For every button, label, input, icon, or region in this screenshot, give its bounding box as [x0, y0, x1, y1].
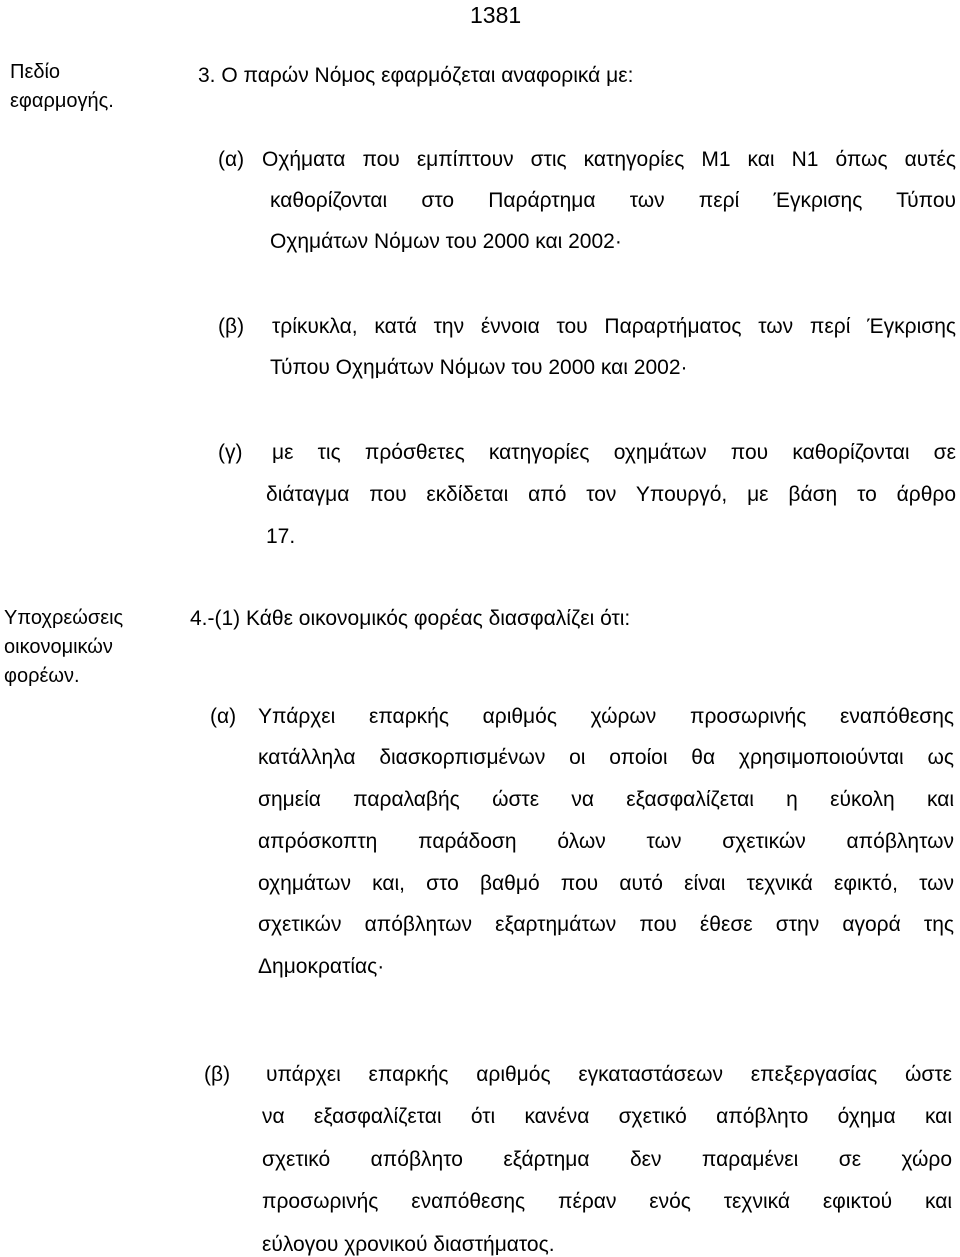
item-3a-line: καθορίζονται στο Παράρτημα των περί Έγκρισης Τύπου	[270, 189, 956, 212]
item-4b-line: εύλογου χρονικού διαστήματος.	[262, 1233, 555, 1256]
margin-note-line: Πεδίο	[10, 61, 61, 83]
item-4b-line: σχετικό απόβλητο εξάρτημα δεν παραμένει σε χώρο	[262, 1148, 952, 1171]
item-4a-line: οχημάτων και, στο βαθμό που αυτό είναι τεχνικά εφικτό, των	[258, 872, 954, 895]
item-4b-line: προσωρινής εναπόθεσης πέραν ενός τεχνικά εφικτού και	[262, 1190, 952, 1213]
item-3c-line: με τις πρόσθετες κατηγορίες οχημάτων που καθορίζονται σε	[272, 441, 956, 464]
item-label-4a: (α)	[210, 705, 237, 728]
item-3c-line: διάταγμα που εκδίδεται από τον Υπουργό, με βάση το άρθρο	[266, 483, 956, 506]
item-3b-line: τρίκυκλα, κατά την έννοια του Παραρτήματος των περί Έγκρισης	[272, 315, 956, 338]
item-label-4b: (β)	[204, 1063, 231, 1086]
section-4-heading: 4.-(1) Κάθε οικονομικός φορέας διασφαλίζει ότι:	[190, 607, 631, 630]
margin-note-line: εφαρμογής.	[10, 90, 114, 112]
item-4b-line: να εξασφαλίζεται ότι κανένα σχετικό απόβλητο όχημα και	[262, 1105, 952, 1128]
item-3b-line: Τύπου Οχημάτων Νόμων του 2000 και 2002·	[270, 356, 688, 379]
item-4b-line: υπάρχει επαρκής αριθμός εγκαταστάσεων επεξεργασίας ώστε	[266, 1063, 952, 1086]
item-3a-line: Οχημάτων Νόμων του 2000 και 2002·	[270, 230, 622, 253]
margin-note-obligations	[4, 604, 123, 691]
margin-note-line: οικονομικών	[4, 636, 113, 658]
item-3c-line: 17.	[266, 525, 296, 548]
item-4a-line: σχετικών απόβλητων εξαρτημάτων που έθεσε στην αγορά της	[258, 913, 954, 936]
margin-note-line: φορέων.	[4, 665, 80, 687]
item-4a-line: κατάλληλα διασκορπισμένων οι οποίοι θα χρησιμοποιούνται ως	[258, 746, 954, 769]
item-label-3c: (γ)	[218, 441, 243, 464]
item-4a-line: σημεία παραλαβής ώστε να εξασφαλίζεται η εύκολη και	[258, 788, 954, 811]
item-3a-line: Οχήματα που εμπίπτουν στις κατηγορίες Μ1 και Ν1 όπως αυτές	[262, 148, 956, 171]
page-number: 1381	[470, 2, 522, 28]
margin-note-line: Υποχρεώσεις	[4, 607, 124, 629]
margin-note-scope	[10, 58, 114, 116]
section-3-heading: 3. Ο παρών Νόμος εφαρμόζεται αναφορικά με:	[198, 64, 634, 87]
item-4a-line: Υπάρχει επαρκής αριθμός χώρων προσωρινής εναπόθεσης	[258, 705, 954, 728]
item-label-3b: (β)	[218, 315, 245, 338]
item-4a-line: απρόσκοπτη παράδοση όλων των σχετικών απόβλητων	[258, 830, 954, 853]
item-4a-line: Δημοκρατίας·	[258, 955, 385, 978]
item-label-3a: (α)	[218, 148, 245, 171]
